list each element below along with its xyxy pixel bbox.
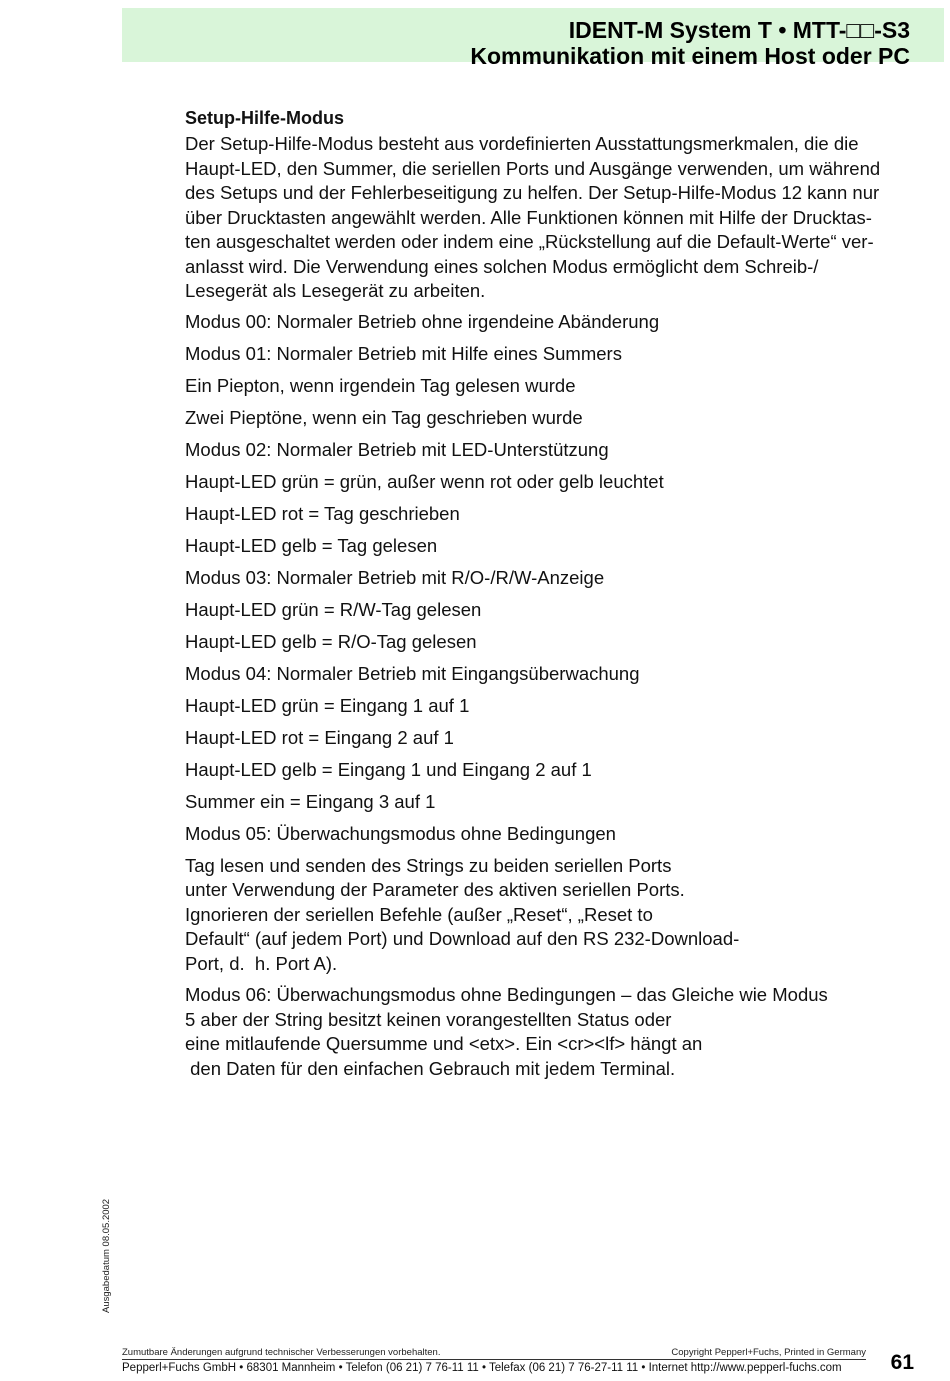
page-number: 61: [890, 1351, 914, 1374]
intro-line: des Setups und der Fehlerbeseitigung zu helfen. Der Setup-Hilfe-Modus 12 kann nur: [185, 182, 880, 203]
main-content: [185, 106, 925, 1088]
block-line: Default“ (auf jedem Port) und Download auf den RS 232-Download-: [185, 928, 740, 949]
intro-line: Der Setup-Hilfe-Modus besteht aus vordefinierten Ausstattungsmerkmalen, die die: [185, 133, 859, 154]
mode-05-description: [185, 854, 925, 977]
mode-line: Modus 00: Normaler Betrieb ohne irgendeine Abänderung: [185, 310, 660, 332]
mode-line: Haupt-LED rot = Tag geschrieben: [185, 502, 460, 524]
mode-line: Haupt-LED gelb = Eingang 1 und Eingang 2 auf 1: [185, 758, 592, 780]
mode-list: [185, 310, 925, 1082]
block-line: Port, d. h. Port A).: [185, 952, 338, 974]
block-line: den Daten für den einfachen Gebrauch mit jedem Terminal.: [185, 1057, 676, 1079]
intro-paragraph: [185, 132, 925, 304]
section-heading: Setup-Hilfe-Modus: [185, 108, 344, 128]
mode-line: Haupt-LED gelb = Tag gelesen: [185, 534, 438, 556]
intro-line: Lesegerät als Lesegerät zu arbeiten.: [185, 280, 486, 301]
block-line: 5 aber der String besitzt keinen vorangestellten Status oder: [185, 1008, 672, 1030]
mode-06-description: [185, 983, 925, 1081]
mode-line: Modus 03: Normaler Betrieb mit R/O-/R/W-Anzeige: [185, 566, 605, 588]
mode-line: Zwei Pieptöne, wenn ein Tag geschrieben wurde: [185, 406, 583, 428]
mode-line: Modus 05: Überwachungsmodus ohne Bedingungen: [185, 822, 616, 844]
mode-line: Ein Piepton, wenn irgendein Tag gelesen wurde: [185, 374, 576, 396]
page-title-line-1: IDENT-M System T • MTT-□□-S3: [568, 17, 910, 43]
mode-line: Modus 04: Normaler Betrieb mit Eingangsüberwachung: [185, 662, 640, 684]
mode-line: Haupt-LED gelb = R/O-Tag gelesen: [185, 630, 477, 652]
block-line: eine mitlaufende Quersumme und <etx>. Ein <cr><lf> hängt an: [185, 1033, 703, 1054]
page-title-line-2: Kommunikation mit einem Host oder PC: [470, 43, 910, 69]
mode-line: Modus 01: Normaler Betrieb mit Hilfe eines Summers: [185, 342, 622, 364]
intro-line: Haupt-LED, den Summer, die seriellen Ports und Ausgänge verwenden, um während: [185, 157, 881, 179]
mode-line: Haupt-LED rot = Eingang 2 auf 1: [185, 726, 454, 748]
intro-line: ten ausgeschaltet werden oder indem eine „Rückstellung auf die Default-Werte“ ver-: [185, 231, 874, 252]
footer-copyright: Copyright Pepperl+Fuchs, Printed in Germany: [671, 1347, 866, 1358]
mode-line: Haupt-LED grün = grün, außer wenn rot oder gelb leuchtet: [185, 470, 664, 492]
mode-line: Modus 02: Normaler Betrieb mit LED-Unterstützung: [185, 438, 609, 460]
block-line: Tag lesen und senden des Strings zu beiden seriellen Ports: [185, 854, 672, 876]
block-line: unter Verwendung der Parameter des aktiven seriellen Ports.: [185, 879, 685, 900]
block-line: Ignorieren der seriellen Befehle (außer „Reset“, „Reset to: [185, 903, 653, 925]
block-line: Modus 06: Überwachungsmodus ohne Bedingungen – das Gleiche wie Modus: [185, 984, 828, 1005]
mode-line: Haupt-LED grün = R/W-Tag gelesen: [185, 598, 482, 620]
mode-line: Summer ein = Eingang 3 auf 1: [185, 790, 436, 812]
header-band: [122, 8, 944, 69]
intro-line: über Drucktasten angewählt werden. Alle Funktionen können mit Hilfe der Drucktas-: [185, 206, 872, 228]
intro-line: anlasst wird. Die Verwendung eines solchen Modus ermöglicht dem Schreib-/: [185, 255, 819, 277]
footer-divider: [122, 1359, 866, 1360]
page-title: [470, 17, 910, 69]
footer-contact: Pepperl+Fuchs GmbH • 68301 Mannheim • Telefon (06 21) 7 76-11 11 • Telefax (06 21) 7 76-27-11 11 • Internet http://www.pepperl-fuchs.com: [122, 1362, 842, 1374]
footer-note: Zumutbare Änderungen aufgrund technischer Verbesserungen vorbehalten.: [122, 1347, 441, 1358]
mode-line: Haupt-LED grün = Eingang 1 auf 1: [185, 694, 470, 716]
issue-date: Ausgabedatum 08.05.2002: [101, 1198, 112, 1313]
